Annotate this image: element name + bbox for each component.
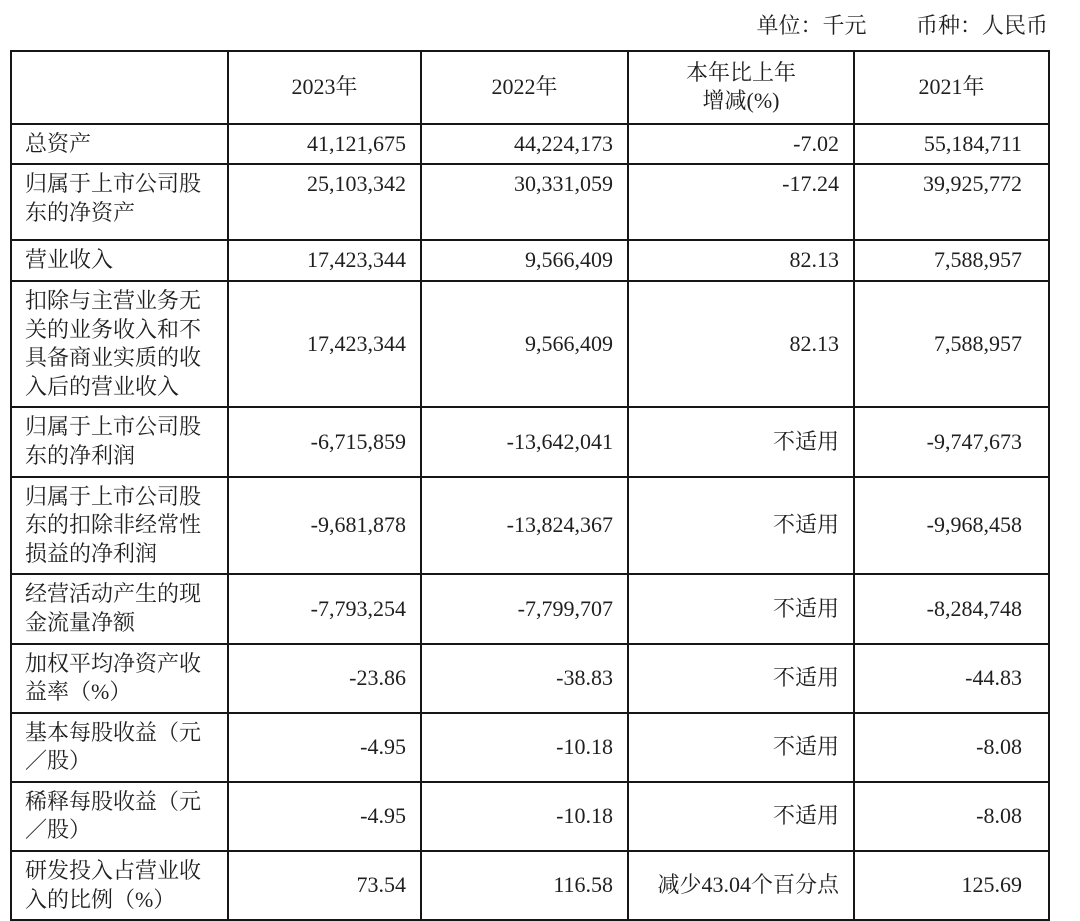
row-label: 稀释每股收益（元／股） bbox=[11, 782, 228, 851]
value-2021: -8.08 bbox=[854, 782, 1049, 851]
value-2023: 41,121,675 bbox=[228, 124, 421, 165]
row-label: 扣除与主营业务无关的业务收入和不具备商业实质的收入后的营业收入 bbox=[11, 281, 228, 407]
value-2022: -7,799,707 bbox=[421, 574, 628, 643]
table-caption bbox=[10, 8, 1048, 50]
table-row bbox=[11, 851, 1049, 920]
value-change: 减少43.04个百分点 bbox=[628, 851, 854, 920]
column-header-change: 本年比上年 增减(%) bbox=[628, 51, 854, 124]
value-2023: -4.95 bbox=[228, 713, 421, 782]
value-2022: -10.18 bbox=[421, 782, 628, 851]
value-2021: 7,588,957 bbox=[854, 240, 1049, 281]
header-row bbox=[11, 51, 1049, 124]
value-2022: 9,566,409 bbox=[421, 281, 628, 407]
value-change: 不适用 bbox=[628, 644, 854, 713]
row-label: 经营活动产生的现金流量净额 bbox=[11, 574, 228, 643]
value-change: 不适用 bbox=[628, 574, 854, 643]
value-2022: -13,642,041 bbox=[421, 407, 628, 476]
value-2021: -8.08 bbox=[854, 713, 1049, 782]
value-change: 不适用 bbox=[628, 407, 854, 476]
value-2023: 25,103,342 bbox=[228, 164, 421, 240]
column-header-y2022: 2022年 bbox=[421, 51, 628, 124]
value-2023: -7,793,254 bbox=[228, 574, 421, 643]
row-label: 基本每股收益（元／股） bbox=[11, 713, 228, 782]
table-header bbox=[11, 51, 1049, 124]
value-2023: 17,423,344 bbox=[228, 240, 421, 281]
key-financials-table bbox=[10, 50, 1050, 921]
value-2022: 44,224,173 bbox=[421, 124, 628, 165]
table-row bbox=[11, 124, 1049, 165]
value-2022: 30,331,059 bbox=[421, 164, 628, 240]
value-2021: 55,184,711 bbox=[854, 124, 1049, 165]
value-2021: -8,284,748 bbox=[854, 574, 1049, 643]
value-2021: 39,925,772 bbox=[854, 164, 1049, 240]
column-header-y2021: 2021年 bbox=[854, 51, 1049, 124]
currency-label: 币种：人民币 bbox=[915, 13, 1048, 38]
table-row bbox=[11, 574, 1049, 643]
value-2023: 17,423,344 bbox=[228, 281, 421, 407]
value-2023: 73.54 bbox=[228, 851, 421, 920]
value-change: -7.02 bbox=[628, 124, 854, 165]
table-row bbox=[11, 644, 1049, 713]
value-2022: -13,824,367 bbox=[421, 477, 628, 575]
table-row bbox=[11, 782, 1049, 851]
row-label: 研发投入占营业收入的比例（%） bbox=[11, 851, 228, 920]
value-2022: 116.58 bbox=[421, 851, 628, 920]
table-row bbox=[11, 713, 1049, 782]
table-row bbox=[11, 281, 1049, 407]
value-2022: -10.18 bbox=[421, 713, 628, 782]
value-change: 82.13 bbox=[628, 240, 854, 281]
value-change: -17.24 bbox=[628, 164, 854, 240]
value-2023: -23.86 bbox=[228, 644, 421, 713]
unit-label: 单位：千元 bbox=[756, 13, 867, 38]
value-change: 不适用 bbox=[628, 782, 854, 851]
value-2023: -6,715,859 bbox=[228, 407, 421, 476]
row-label: 归属于上市公司股东的净资产 bbox=[11, 164, 228, 240]
row-label: 归属于上市公司股东的净利润 bbox=[11, 407, 228, 476]
value-2021: 125.69 bbox=[854, 851, 1049, 920]
column-header-y2023: 2023年 bbox=[228, 51, 421, 124]
value-2022: 9,566,409 bbox=[421, 240, 628, 281]
value-change: 82.13 bbox=[628, 281, 854, 407]
value-change: 不适用 bbox=[628, 477, 854, 575]
row-label: 营业收入 bbox=[11, 240, 228, 281]
row-label: 总资产 bbox=[11, 124, 228, 165]
value-2021: -9,968,458 bbox=[854, 477, 1049, 575]
row-label: 归属于上市公司股东的扣除非经常性损益的净利润 bbox=[11, 477, 228, 575]
value-2023: -4.95 bbox=[228, 782, 421, 851]
value-change: 不适用 bbox=[628, 713, 854, 782]
value-2021: 7,588,957 bbox=[854, 281, 1049, 407]
column-header-metric bbox=[11, 51, 228, 124]
table-row bbox=[11, 477, 1049, 575]
table-row bbox=[11, 407, 1049, 476]
value-2023: -9,681,878 bbox=[228, 477, 421, 575]
table-row bbox=[11, 164, 1049, 240]
table-body bbox=[11, 124, 1049, 920]
row-label: 加权平均净资产收益率（%） bbox=[11, 644, 228, 713]
value-2021: -9,747,673 bbox=[854, 407, 1049, 476]
table-row bbox=[11, 240, 1049, 281]
value-2021: -44.83 bbox=[854, 644, 1049, 713]
value-2022: -38.83 bbox=[421, 644, 628, 713]
